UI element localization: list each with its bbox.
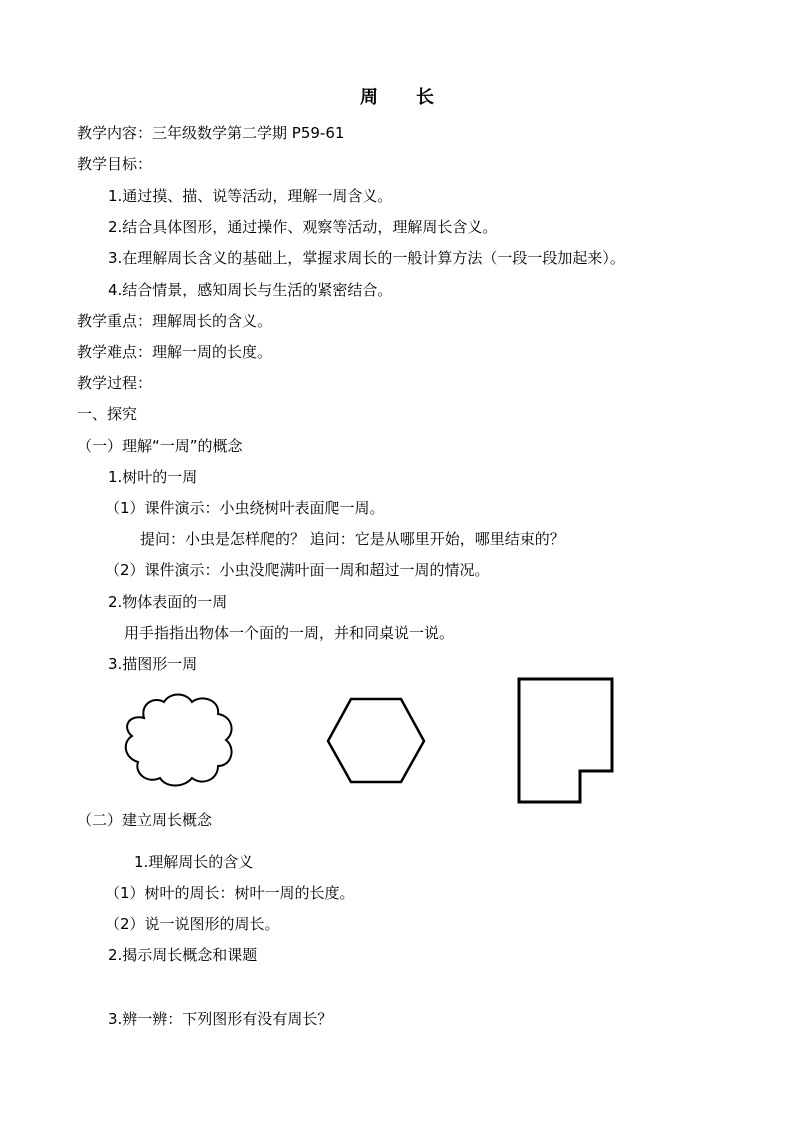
- goal-item-4: 4.结合情景，感知周长与生活的紧密结合。: [108, 281, 393, 299]
- hexagon-shape: [326, 698, 426, 784]
- difficulty: 教学难点：理解一周的长度。: [77, 343, 273, 361]
- perimeter-sub-2: （2）说一说图形的周长。: [105, 915, 280, 933]
- item-leaf-sub-1: （1）课件演示：小虫绕树叶表面爬一周。: [105, 499, 385, 517]
- cloud-shape: [122, 690, 237, 790]
- goal-item-3: 3.在理解周长含义的基础上，掌握求周长的一般计算方法（一段一段加起来）。: [108, 249, 625, 267]
- page-title: [0, 86, 794, 110]
- l-shape-polygon: [517, 677, 615, 805]
- perimeter-sub-1: （1）树叶的周长：树叶一周的长度。: [105, 884, 355, 902]
- perimeter-item-meaning: 1.理解周长的含义: [134, 853, 254, 871]
- goal-item-2: 2.结合具体图形，通过操作、观察等活动，理解周长含义。: [108, 218, 498, 236]
- key-point: 教学重点：理解周长的含义。: [77, 312, 273, 330]
- part-heading-perimeter: （二）建立周长概念: [77, 811, 213, 829]
- process-heading: 教学过程：: [77, 374, 153, 392]
- title-char-1: 周: [360, 87, 378, 108]
- goal-item-1: 1.通过摸、描、说等活动，理解一周含义。: [108, 187, 393, 205]
- goals-heading: 教学目标：: [77, 155, 153, 173]
- title-char-2: 长: [416, 87, 434, 108]
- section-heading-explore: 一、探究: [77, 405, 138, 423]
- item-leaf-question: 提问：小虫是怎样爬的？ 追问：它是从哪里开始，哪里结束的？: [140, 530, 565, 548]
- perimeter-item-concept: 2.揭示周长概念和课题: [108, 946, 258, 964]
- perimeter-item-identify: 3.辨一辨：下列图形有没有周长？: [108, 1010, 333, 1028]
- item-surface-text: 用手指指出物体一个面的一周，并和同桌说一说。: [124, 624, 455, 642]
- item-surface-round: 2.物体表面的一周: [108, 593, 228, 611]
- teaching-content: 教学内容：三年级数学第二学期 P59-61: [77, 124, 345, 142]
- item-leaf-sub-2: （2）课件演示：小虫没爬满叶面一周和超过一周的情况。: [105, 561, 490, 579]
- part-heading-one-round: （一）理解“一周”的概念: [77, 437, 243, 455]
- item-trace-shapes: 3.描图形一周: [108, 655, 198, 673]
- item-leaf-round: 1.树叶的一周: [108, 468, 198, 486]
